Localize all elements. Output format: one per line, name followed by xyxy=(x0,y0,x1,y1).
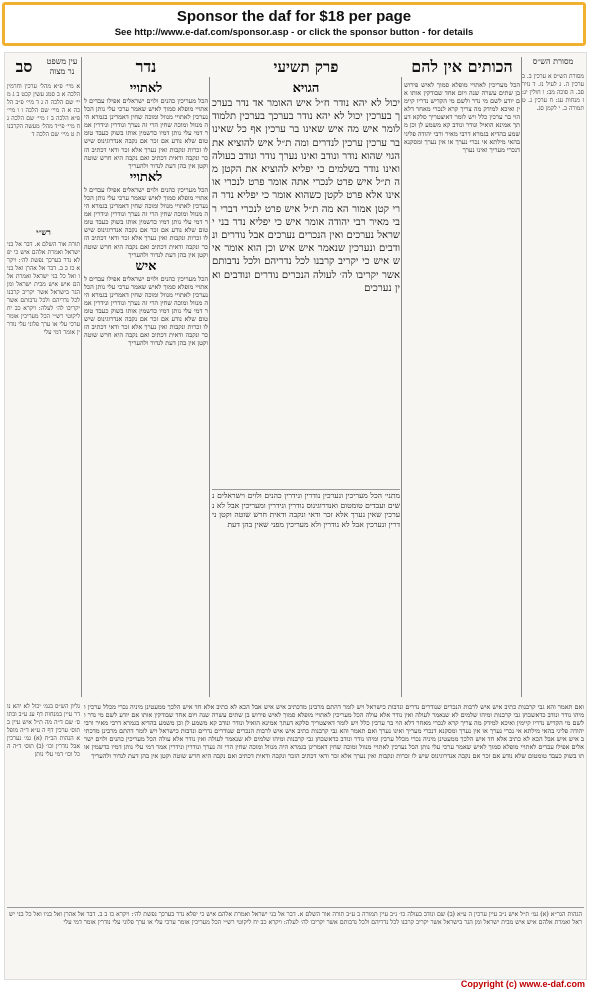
tosafot-column xyxy=(404,57,520,697)
divider xyxy=(212,489,400,490)
mishnah-block xyxy=(212,491,400,697)
sponsor-title[interactable]: Sponsor the daf for $18 per page xyxy=(176,8,412,25)
rashi-bold-word-2: לאתויי xyxy=(129,169,163,185)
footer-notes-part-1: הגהות הגר״א (א) גמ׳ ת״ל איש נ״ב עיין ערכין ה ע״א (ב) שם ונודב בעולה כו׳ נ״ב עיין תמורה ב ע״ב xyxy=(346,911,582,918)
rashi-column xyxy=(84,57,208,697)
mishnah-text: מתני׳ הכל מעריכין ונערכין נודרין ונידרין כהנים ולוים וישראלים נשים ועבדים טומטום ואנדרוגינוס נודרין ונידרין ומעריכין אבל לא נערכין שאין נערך אלא זכר ודאי ונקבה ודאית חרש שוטה וקטן נידרין ונערכין אבל לא נודרין ולא מעריכין מפני שאין בהן דעת xyxy=(212,491,400,529)
rashi-bold-word-3: איש xyxy=(135,258,157,274)
talmud-page xyxy=(4,52,587,980)
masoret-heading: מסורת הש״ס xyxy=(532,57,574,66)
sponsor-subtitle[interactable]: See http://www.e-daf.com/sponsor.asp - or click the sponsor button - for details xyxy=(114,27,474,38)
lower-tosafot-text xyxy=(84,703,584,903)
footer-notes-text xyxy=(9,911,582,971)
divider xyxy=(81,57,82,697)
gemara-column xyxy=(212,57,400,487)
gilyon-text: גליון הש״ס בגמ׳ יכול לא יהא נודר עיין במנחות דף עג ע״ב ובתוס׳ שם ד״ה מה ת״ל איש עיין בתוס׳ ערכין דף ה ע״א ד״ה מופלא הגהות הב״ח (א) גמ׳ נערכין אבל נודרין וכו׳ (ב) תוס׳ ד״ה הכל וכו׳ דמי עלי נותן xyxy=(7,703,80,758)
chapter-title: הכותים אין להם xyxy=(411,57,513,76)
divider xyxy=(7,907,584,908)
rashi-label: רש״י xyxy=(36,227,51,237)
rashi-bold-word-1: לאתויי xyxy=(129,81,163,96)
gemara-opening-word: הגויא xyxy=(292,81,320,96)
ein-mishpat-column xyxy=(7,57,80,697)
ein-mishpat-heading: עין משפט נר מצוה xyxy=(46,57,78,76)
lower-tosafot-part-2: הכל מעריכין לאתויי מופלא סמוך לאיש פירוש בן שתים עשרה שנה ויום אחד שבודקין אותו אם יודע לשם מי נדר ולשם מי הקדיש נדריו קיימין ואיכא למידק מה צריך קרא לנכרי מאחר דלא הוי בר ערכין כלל ויש לומר דאיצטריך סלקא דעתך אמינא הואיל ונודר ונודב קא משמע לן וכן משמע בהדיא בגמרא דרבי מאיר ורבי יהודה פליגי בהאי מילתא אי נכרי נערך או אין נערך ומסקנא דנכרי מעריך ואינו נערך xyxy=(84,711,584,736)
divider xyxy=(209,77,210,697)
daf-number: סב xyxy=(15,57,33,76)
tractate-name: נדר xyxy=(135,57,157,76)
masoret-column xyxy=(522,57,584,697)
ein-mishpat-text: א מיי׳ פ״א מהל׳ ערכין וחרמין הלכה א ב סמג עשין קכט ב ג מיי׳ שם הלכה ה ג ד מיי׳ פ״ב הלכה א ה מיי׳ שם הלכה ו ו מיי׳ פ״א הלכה ב ז מיי׳ שם הלכה ג ח מיי׳ פי״ד מהל׳ מעשה הקרבנות ט מיי׳ שם הלכה ד xyxy=(7,83,80,138)
sponsor-banner[interactable] xyxy=(2,2,586,46)
rashi-body xyxy=(84,81,208,697)
lower-tosafot-part-1: ואם תאמר והא גבי קרבנות כתיב איש איש לרבות הנכרים שנודרים נדרים ונדבות כישראל ויש לומר דהתם מרבינן מדכתיב איש איש אבל הכא לא כתיב אלא חד איש הלכך ממעטינן מיניה נכרי מכלל ערכין ומיהו נודר ונודב כדאשכחן גבי קרבנות ומיהו שלמים לא שנאמר לעולה ואין נודר אלא עולה xyxy=(84,703,584,720)
torah-or-notes: תורה אור השלם א. דבר אל בני ישראל ואמרת אלהם איש כי יפלא נדר בערכך נפשת לה׳: ויקרא כז ב ב. דבר אל אהרן ואל בניו ואל כל בני ישראל ואמרת אלהם איש איש מבית ישראל ומן הגר בישראל אשר יקריב קרבנו לכל נדריהם ולכל נדבותם אשר יקריבו לה׳ לעלה: ויקרא כב יח ליקוטי רש״י הכל מעריכין אומר ערכי עלי או ערך פלוני עלי נודרין אומר דמי עלי xyxy=(7,241,80,336)
rashi-text-repeat-2: הכל מעריכין כהנים ולוים ישראלים אפילו עבדים לאתויי מופלא סמוך לאיש שאמר ערכי עלי נותן הכל נערכין לאתויי מנוול ומוכה שחין דאמרינן בגמרא היה מנוול ומוכה שחין הרי זה נערך ונודרין ונידרין אמר דמי עלי נותן דמיו כדשמין אותו בשוק כעבד טומטום שלא נודע אם זכר אם נקבה אנדרוגינוס שיש לו זכרות ונקבות ואין נערך אלא זכר ודאי דכתיב הזכר ונקבה ודאית דכתיב ואם נקבה היא חרש שוטה וקטן אין בהן דעת לנדור ולהעריך xyxy=(84,274,208,348)
lower-left-notes xyxy=(7,703,80,903)
footer-notes xyxy=(9,911,582,971)
divider xyxy=(521,57,522,697)
gemara-body: יכול לא יהא נודר ח״ל איש האומר אד נדר בערכך בערכין יכול לא יהא נודר בערכך בערכין תלמוד לומר איש מה איש שאינו בר ערכין אף כל שאינו בר ערכין ערכין לנדרים ומה ת״ל איש להוציא את הגוי שהוא נודר ונודב ואינו נערך נודר ונודב בעולה ואינו נודר בשלמים כי יפליא להוציא את הקטן מה ת״ל איש פרט לנכרי אתה אומר פרט לנכרי או אינו אלא פרט לקטן כשהוא אומר כי יפליא נדר הרי קטן אמור הא מה ת״ל איש פרט לנכרי דברי רבי מאיר רבי יהודה אומר איש כי יפליא נדר בני ישראל נערכים ואין הנכרים נערכים אבל נודרים ונודבים ונערכין שנאמר איש איש וכן הוא אומר איש איש כי יקריב קרבנו לכל נדריהם ולכל נדבותם אשר יקריבו לה׳ לעולה הנכרים נודרים ונודבים ואין נערכים xyxy=(212,98,400,294)
divider xyxy=(401,77,402,697)
gemara-text xyxy=(212,81,400,487)
lower-tosafot-part-3: ואם תאמר והא גבי קרבנות כתיב איש איש לרבות הנכרים שנודרים נדרים ונדבות כישראל ויש לומר דהתם מרבינן מדכתיב איש איש אבל הכא לא כתיב אלא חד איש הלכך ממעטינן מיניה נכרי מכלל ערכין ומיהו נודר ונודב כדאשכחן גבי קרבנות ומיהו שלמים לא שנאמר לעולה ואין נודר אלא עולה xyxy=(84,727,584,744)
chapter-name: פרק תשיעי xyxy=(273,58,339,76)
rashi-text-repeat: הכל מעריכין כהנים ולוים ישראלים אפילו עבדים לאתויי מופלא סמוך לאיש שאמר ערכי עלי נותן הכל נערכין לאתויי מנוול ומוכה שחין דאמרינן בגמרא היה מנוול ומוכה שחין הרי זה נערך ונודרין ונידרין אמר דמי עלי נותן דמיו כדשמין אותו בשוק כעבד טומטום שלא נודע אם זכר אם נקבה אנדרוגינוס שיש לו זכרות ונקבות ואין נערך אלא זכר ודאי דכתיב הזכר ונקבה ודאית דכתיב ואם נקבה היא חרש שוטה וקטן אין בהן דעת לנדור ולהעריך xyxy=(84,185,208,259)
rashi-text: הכל מעריכין כהנים ולוים ישראלים אפילו עבדים לאתויי מופלא סמוך לאיש שאמר ערכי עלי נותן הכל נערכין לאתויי מנוול ומוכה שחין דאמרינן בגמרא היה מנוול ומוכה שחין הרי זה נערך ונודרין ונידרין אמר דמי עלי נותן דמיו כדשמין אותו בשוק כעבד טומטום שלא נודע אם זכר אם נקבה אנדרוגינוס שיש לו זכרות ונקבות ואין נערך אלא זכר ודאי דכתיב הזכר ונקבה ודאית דכתיב ואם נקבה היא חרש שוטה וקטן אין בהן דעת לנדור ולהעריך xyxy=(84,97,208,170)
copyright-notice[interactable]: Copyright (c) www.e-daf.com xyxy=(460,979,585,989)
masoret-text: מסורת הש״ס א ערכין ב. ב ערכין ה. ג לעיל נז. ד נזיר סב. ה סוכה מב: ו חולין יג: ז מנחות עג: ח ערכין ג. ט תמורה ב. י לקמן סג. xyxy=(522,73,584,112)
lower-tosafot xyxy=(84,703,584,903)
lower-tosafot-part-4: הכל מעריכין כהנים ולוים ישראלים אפילו עבדים לאתויי מופלא סמוך לאיש שאמר ערכי עלי נותן הכל נערכין לאתויי מנוול ומוכה שחין דאמרינן בגמרא היה מנוול ומוכה שחין הרי זה נערך ונודרין ונידרין אמר דמי עלי נותן דמיו כדשמין אותו בשוק כעבד טומטום שלא נודע אם זכר אם נקבה אנדרוגינוס שיש לו זכרות ונקבות ואין נערך אלא זכר ודאי דכתיב הזכר ונקבה ודאית דכתיב ואם נקבה היא חרש שוטה וקטן אין בהן דעת לנדור ולהעריך xyxy=(84,735,584,760)
footer-notes-part-2: תורה אור השלם א. דבר אל בני ישראל ואמרת אלהם איש כי יפלא נדר בערכך נפשת לה׳: ויקרא כז ב ב. דבר אל אהרן ואל בניו ואל כל בני ישראל ואמרת אלהם איש איש מבית ישראל ומן הגר בישראל אשר יקריב קרבנו לכל נדריהם ולכל נדבותם אשר יקריבו לה׳ לעלה: ויקרא כב יח ליקוטי רש״י הכל מעריכין אומר ערכי עלי או ערך פלוני עלי נודרין אומר דמי עלי xyxy=(9,911,582,926)
tosafot-text: הכל מעריכין לאתויי מופלא סמוך לאיש פירוש בן שתים עשרה שנה ויום אחד שבודקין אותו אם יודע לשם מי נדר ולשם מי הקדיש נדריו קיימין ואיכא למידק מה צריך קרא לנכרי מאחר דלא הוי בר ערכין כלל ויש לומר דאיצטריך סלקא דעתך אמינא הואיל ונודר ונודב קא משמע לן וכן משמע בהדיא בגמרא דרבי מאיר ורבי יהודה פליגי בהאי מילתא אי נכרי נערך או אין נערך ומסקנא דנכרי מעריך ואינו נערך xyxy=(404,81,520,154)
